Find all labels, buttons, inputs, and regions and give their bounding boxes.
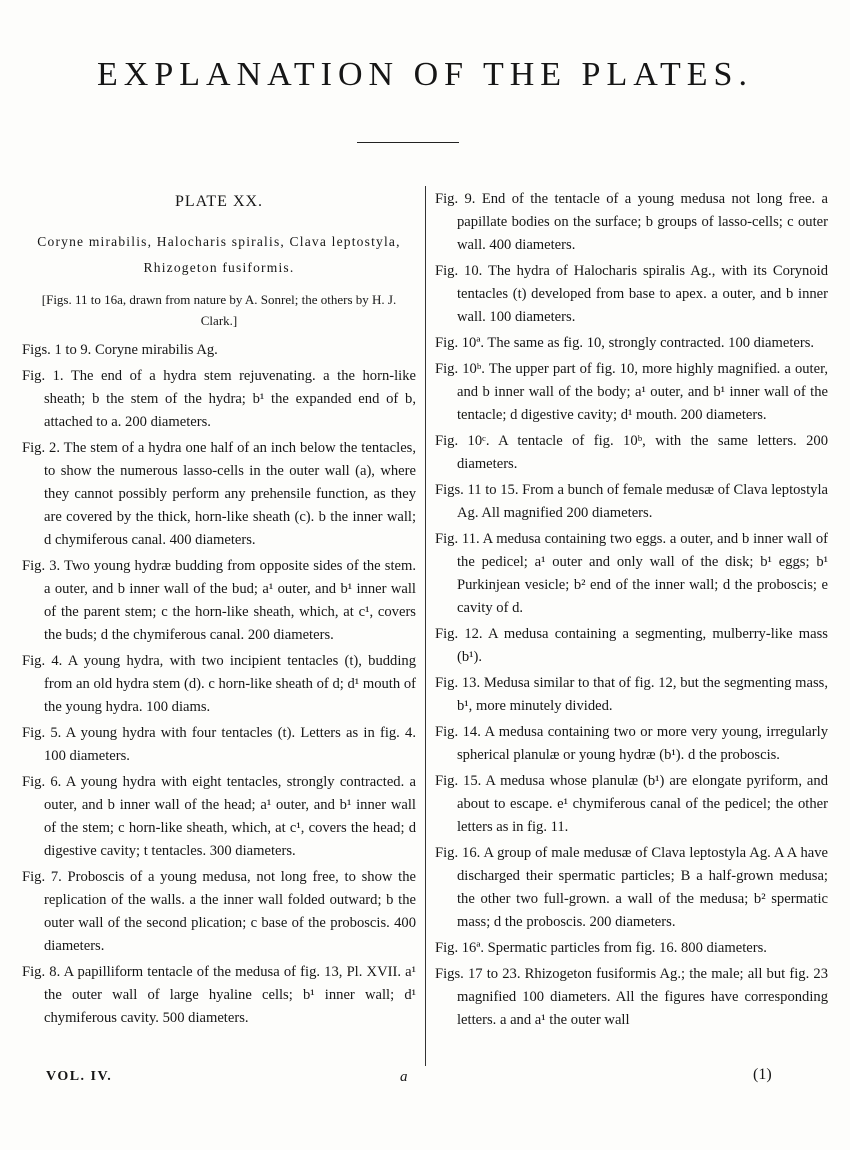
figure-entry: Fig. 10. The hydra of Halocharis spiralis Ag., with its Corynoid tentacles (t) developed from base to apex. a outer, and b inner wall. 100 diameters. (435, 263, 828, 325)
page-title: EXPLANATION OF THE PLATES. (97, 56, 753, 93)
figure-entry: Fig. 1. The end of a hydra stem rejuvenating. a the horn-like sheath; b the stem of the hydra; b¹ the expanded end of b, attached to a. 200 diameters. (22, 368, 416, 430)
figure-entry: Figs. 1 to 9. Coryne mirabilis Ag. (22, 342, 218, 358)
plate-species: Coryne mirabilis, Halocharis spiralis, Clava leptostyla, Rhizogeton fusiformis. (37, 234, 401, 275)
page-number: (1) (753, 1066, 772, 1083)
left-column (22, 190, 416, 1033)
figure-entry: Fig. 16ª. Spermatic particles from fig. 16. 800 diameters. (435, 940, 767, 956)
column-divider (425, 186, 426, 1066)
title-rule (357, 142, 459, 143)
figure-entry: Fig. 11. A medusa containing two eggs. a outer, and b inner wall of the pedicel; a¹ outer and only wall of the disk; b¹ eggs; b¹ Purkinjean vesicle; b² end of the inner wall; d the proboscis; e cavity of d. (435, 531, 828, 616)
figure-entry: Fig. 14. A medusa containing two or more very young, irregularly spherical planulæ or young hydræ (b¹). d the proboscis. (435, 724, 828, 763)
figure-entry: Fig. 3. Two young hydræ budding from opposite sides of the stem. a outer, and b inner wall of the bud; a¹ outer, and b¹ inner wall of the parent stem; c the horn-like sheath, which, at c¹, covers the buds; d the chymiferous canal. 200 diameters. (22, 558, 416, 643)
figure-entry: Fig. 4. A young hydra, with two incipient tentacles (t), budding from an old hydra stem (d). c horn-like sheath of d; d¹ mouth of the young hydra. 100 diams. (22, 653, 416, 715)
figure-entry: Fig. 13. Medusa similar to that of fig. 12, but the segmenting mass, b¹, more minutely divided. (435, 675, 828, 714)
figure-entry: Fig. 7. Proboscis of a young medusa, not long free, to show the replication of the walls. a the inner wall folded outward; b the outer wall of the second plication; c base of the proboscis. 400 diameters. (22, 869, 416, 954)
figure-entry: Fig. 10ᶜ. A tentacle of fig. 10ᵇ, with the same letters. 200 diameters. (435, 433, 828, 472)
figure-entry: Fig. 8. A papilliform tentacle of the medusa of fig. 13, Pl. XVII. a¹ the outer wall of large hyaline cells; b¹ inner wall; d¹ chymiferous cavity. 500 diameters. (22, 964, 416, 1026)
plate-note: [Figs. 11 to 16a, drawn from nature by A. Sonrel; the others by H. J. Clark.] (41, 292, 397, 328)
figure-entry: Fig. 10ª. The same as fig. 10, strongly contracted. 100 diameters. (435, 335, 815, 351)
volume-label: VOL. IV. (46, 1069, 113, 1084)
right-entries (435, 188, 828, 1032)
right-column (435, 188, 828, 1035)
signature-mark: a (400, 1069, 408, 1085)
figure-entry: Figs. 11 to 15. From a bunch of female medusæ of Clava leptostyla Ag. All magnified 200 diameters. (435, 482, 828, 521)
figure-entry: Fig. 9. End of the tentacle of a young medusa not long free. a papillate bodies on the surface; b groups of lasso-cells; c outer wall. 400 diameters. (435, 191, 828, 253)
left-entries (22, 339, 416, 1030)
figure-entry: Fig. 12. A medusa containing a segmenting, mulberry-like mass (b¹). (435, 626, 828, 665)
figure-entry: Figs. 17 to 23. Rhizogeton fusiformis Ag.; the male; all but fig. 23 magnified 100 diameters. All the figures have corresponding letters. a and a¹ the outer wall (435, 966, 828, 1028)
figure-entry: Fig. 15. A medusa whose planulæ (b¹) are elongate pyriform, and about to escape. e¹ chymiferous canal of the pedicel; the other letters as in fig. 11. (435, 773, 828, 835)
figure-entry: Fig. 16. A group of male medusæ of Clava leptostyla Ag. A A have discharged their spermatic particles; B a half-grown medusa; the other two full-grown. a wall of the medusa; b² spermatic mass; d the proboscis. 200 diameters. (435, 845, 828, 930)
figure-entry: Fig. 5. A young hydra with four tentacles (t). Letters as in fig. 4. 100 diameters. (22, 725, 416, 764)
figure-entry: Fig. 6. A young hydra with eight tentacles, strongly contracted. a outer, and b inner wall of the head; a¹ outer, and b¹ inner wall of the stem; c horn-like sheath, which, at c¹, covers the head; d digestive cavity; t tentacles. 300 diameters. (22, 774, 416, 859)
figure-entry: Fig. 2. The stem of a hydra one half of an inch below the tentacles, to show the numerous lasso-cells in the outer wall (a), where they cannot possibly perform any prehensile function, as they are covered by the thick, horn-like sheath (c). b the inner wall; d chymiferous canal. 400 diameters. (22, 440, 416, 548)
plate-heading: PLATE XX. (174, 193, 264, 210)
figure-entry: Fig. 10ᵇ. The upper part of fig. 10, more highly magnified. a outer, and b inner wall of the body; a¹ outer, and b¹ inner wall of the tentacle; d digestive cavity; d¹ mouth. 200 diameters. (435, 361, 828, 423)
